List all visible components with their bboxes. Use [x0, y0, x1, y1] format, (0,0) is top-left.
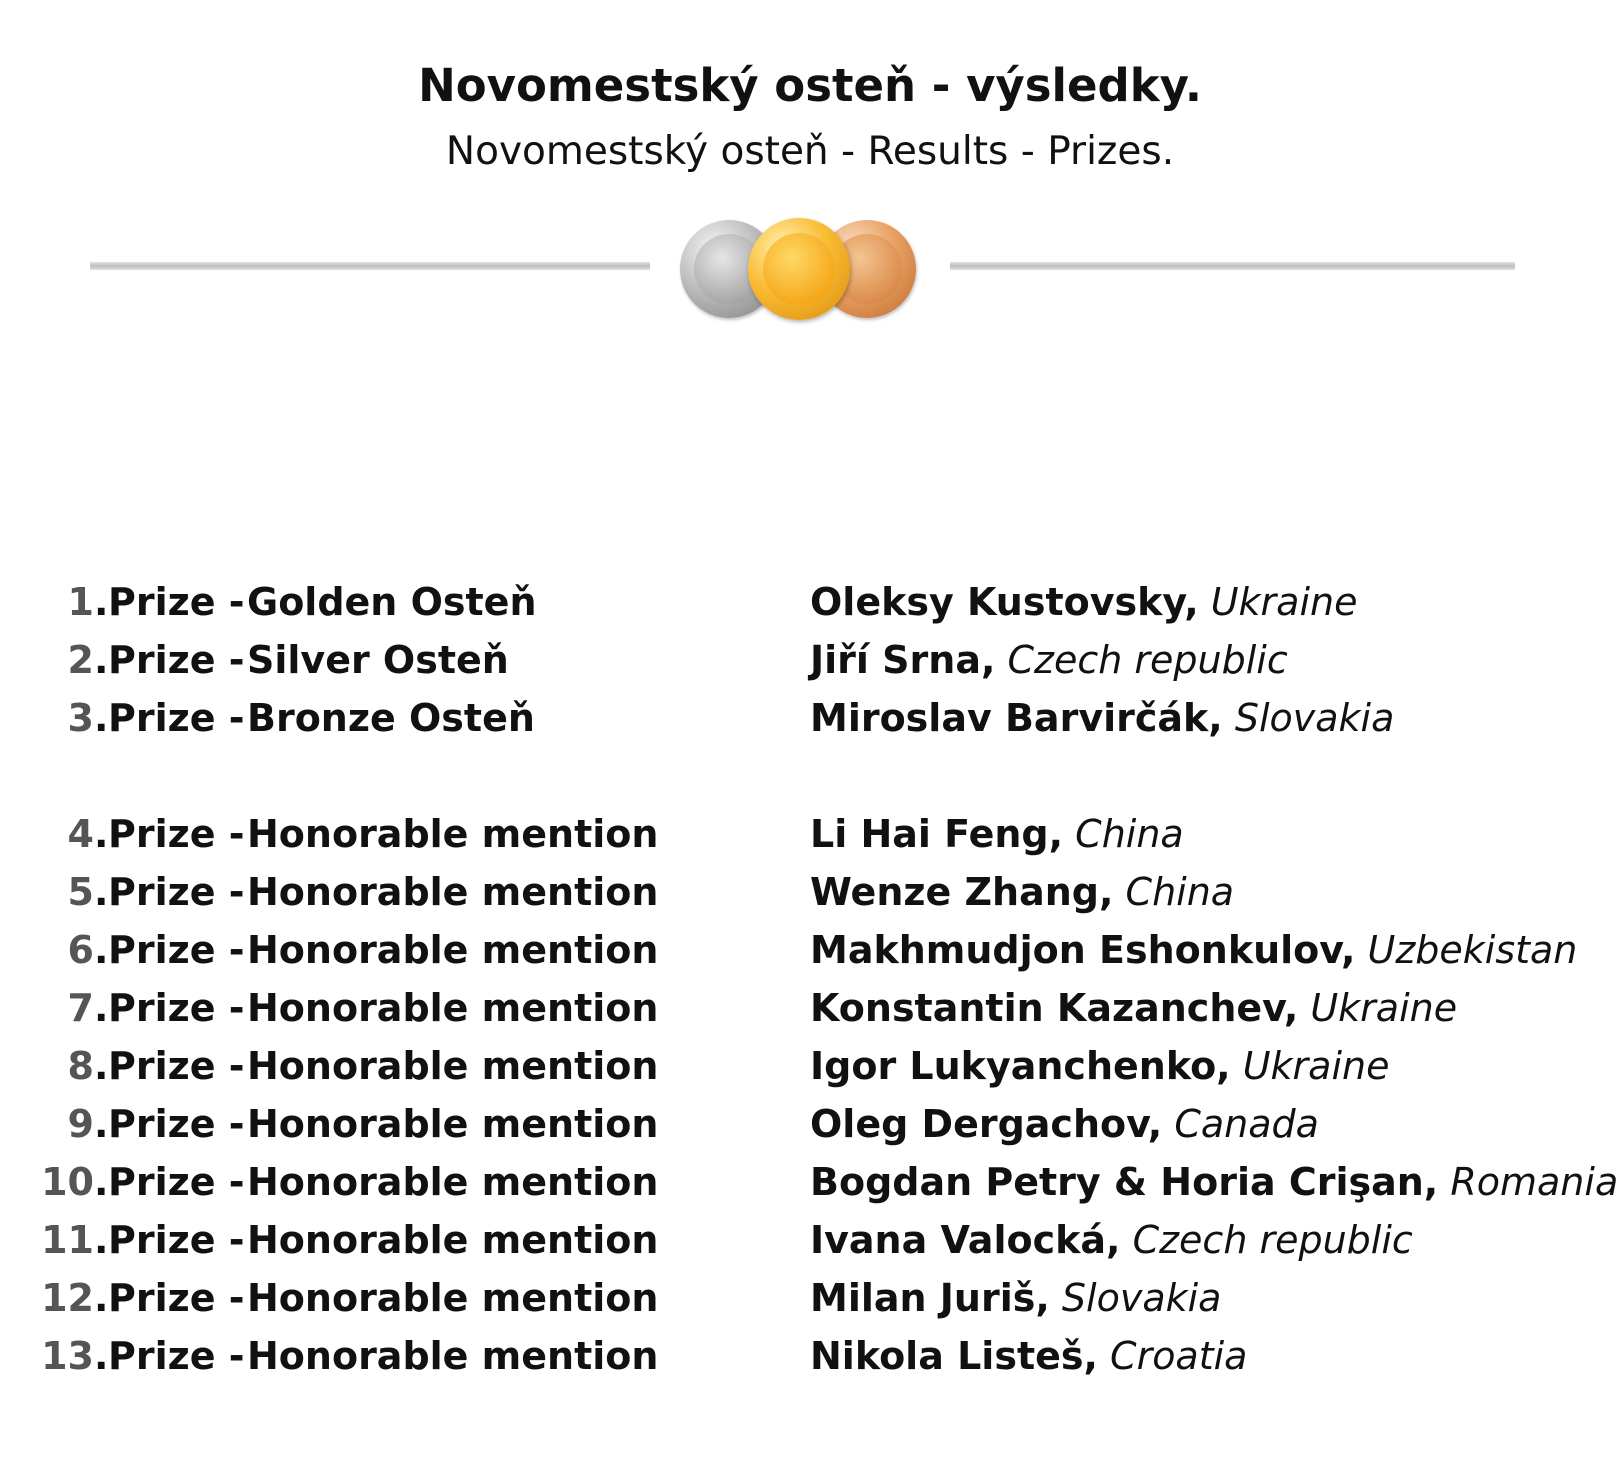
result-row — [0, 862, 1600, 922]
result-row — [0, 1152, 1619, 1212]
rank-dot: . — [94, 638, 109, 682]
rank-dot: . — [94, 1276, 109, 1320]
rank-number: 12 — [41, 1276, 94, 1320]
rank-dot: . — [94, 1160, 109, 1204]
winner — [810, 688, 1394, 748]
result-row — [0, 630, 1600, 690]
rank-number: 11 — [41, 1218, 94, 1262]
rank-dot: . — [94, 812, 109, 856]
result-row — [0, 920, 1600, 980]
prize-label: Prize - — [108, 986, 245, 1030]
winner — [810, 804, 1184, 864]
winner-name: Bogdan Petry & Horia Crişan, — [810, 1160, 1439, 1204]
winner-name: Miroslav Barvirčák, — [810, 696, 1223, 740]
winner-country: Canada — [1174, 1102, 1319, 1146]
prize-label: Prize - — [108, 696, 245, 740]
winner-country: Czech republic — [1132, 1218, 1413, 1262]
prize-label: Prize - — [108, 638, 245, 682]
winner-name: Wenze Zhang, — [810, 870, 1114, 914]
page-title: Novomestský osteň - výsledky. — [418, 59, 1202, 112]
winner — [810, 1210, 1413, 1270]
award-name: Golden Osteň — [247, 580, 537, 624]
winner-country: Ukraine — [1210, 580, 1358, 624]
winner-country: China — [1075, 812, 1184, 856]
rank-number: 7 — [67, 986, 94, 1030]
result-row — [0, 1036, 1600, 1096]
winner — [810, 1268, 1221, 1328]
winner — [810, 862, 1234, 922]
rank-number: 1 — [67, 580, 94, 624]
winner — [810, 1036, 1389, 1096]
winner — [810, 1094, 1319, 1154]
winner-name: Li Hai Feng, — [810, 812, 1064, 856]
rank-number: 5 — [67, 870, 94, 914]
divider-left — [90, 262, 650, 270]
prize-label: Prize - — [108, 1160, 245, 1204]
winner-country: Ukraine — [1242, 1044, 1390, 1088]
rank-number: 8 — [67, 1044, 94, 1088]
prize-label: Prize - — [108, 1218, 245, 1262]
rank-dot: . — [94, 1102, 109, 1146]
gold-medal-icon — [748, 218, 850, 320]
winner — [810, 920, 1577, 980]
prize-label: Prize - — [108, 1044, 245, 1088]
winner-name: Oleksy Kustovsky, — [810, 580, 1199, 624]
winner — [810, 630, 1288, 690]
rank-dot: . — [94, 696, 109, 740]
winner — [810, 1152, 1618, 1212]
medals-emblem — [680, 220, 920, 320]
prize-label: Prize - — [108, 870, 245, 914]
winner-name: Oleg Dergachov, — [810, 1102, 1163, 1146]
prize-label: Prize - — [108, 1102, 245, 1146]
rank-dot: . — [94, 1218, 109, 1262]
rank-dot: . — [94, 928, 109, 972]
award-name: Honorable mention — [247, 986, 659, 1030]
award-name: Honorable mention — [247, 928, 659, 972]
winner-country: China — [1125, 870, 1235, 914]
page-subtitle: Novomestský osteň - Results - Prizes. — [445, 129, 1175, 174]
winner-name: Nikola Listeš, — [810, 1334, 1098, 1378]
award-name: Honorable mention — [247, 870, 659, 914]
rank-dot: . — [94, 1044, 109, 1088]
rank-number: 13 — [41, 1334, 94, 1378]
winner-country: Slovakia — [1061, 1276, 1222, 1320]
rank-dot: . — [94, 870, 109, 914]
prize-label: Prize - — [108, 580, 245, 624]
result-row — [0, 804, 1600, 864]
result-row — [0, 1094, 1600, 1154]
rank-number: 2 — [67, 638, 94, 682]
rank-number: 4 — [67, 812, 94, 856]
award-name: Honorable mention — [247, 1160, 659, 1204]
award-name: Honorable mention — [247, 812, 659, 856]
result-row — [0, 1326, 1600, 1386]
winner-name: Konstantin Kazanchev, — [810, 986, 1299, 1030]
rank-dot: . — [94, 986, 109, 1030]
rank-number: 3 — [67, 696, 94, 740]
winner — [810, 572, 1357, 632]
winner-name: Jiří Srna, — [810, 638, 996, 682]
winner-country: Czech republic — [1007, 638, 1288, 682]
result-row — [0, 978, 1600, 1038]
rank-dot: . — [94, 580, 109, 624]
award-name: Honorable mention — [247, 1334, 659, 1378]
rank-number: 6 — [67, 928, 94, 972]
divider-right — [950, 262, 1515, 270]
winner-name: Ivana Valocká, — [810, 1218, 1121, 1262]
award-name: Honorable mention — [247, 1102, 659, 1146]
award-name: Honorable mention — [247, 1218, 659, 1262]
rank-number: 10 — [41, 1160, 94, 1204]
result-row — [0, 1210, 1600, 1270]
award-name: Silver Osteň — [247, 638, 509, 682]
winner — [810, 1326, 1247, 1386]
result-row — [0, 1268, 1600, 1328]
winner-name: Igor Lukyanchenko, — [810, 1044, 1231, 1088]
result-row — [0, 688, 1600, 748]
prize-label: Prize - — [108, 1276, 245, 1320]
rank-number: 9 — [67, 1102, 94, 1146]
winner-country: Slovakia — [1234, 696, 1395, 740]
winner-name: Milan Juriš, — [810, 1276, 1050, 1320]
prize-label: Prize - — [108, 812, 245, 856]
prize-label: Prize - — [108, 928, 245, 972]
award-name: Honorable mention — [247, 1044, 659, 1088]
winner-name: Makhmudjon Eshonkulov, — [810, 928, 1356, 972]
winner-country: Romania — [1450, 1160, 1619, 1204]
award-name: Honorable mention — [247, 1276, 659, 1320]
prize-label: Prize - — [108, 1334, 245, 1378]
winner — [810, 978, 1457, 1038]
winner-country: Croatia — [1110, 1334, 1248, 1378]
rank-dot: . — [94, 1334, 109, 1378]
result-row — [0, 572, 1600, 632]
winner-country: Ukraine — [1310, 986, 1458, 1030]
award-name: Bronze Osteň — [247, 696, 535, 740]
winner-country: Uzbekistan — [1367, 928, 1578, 972]
